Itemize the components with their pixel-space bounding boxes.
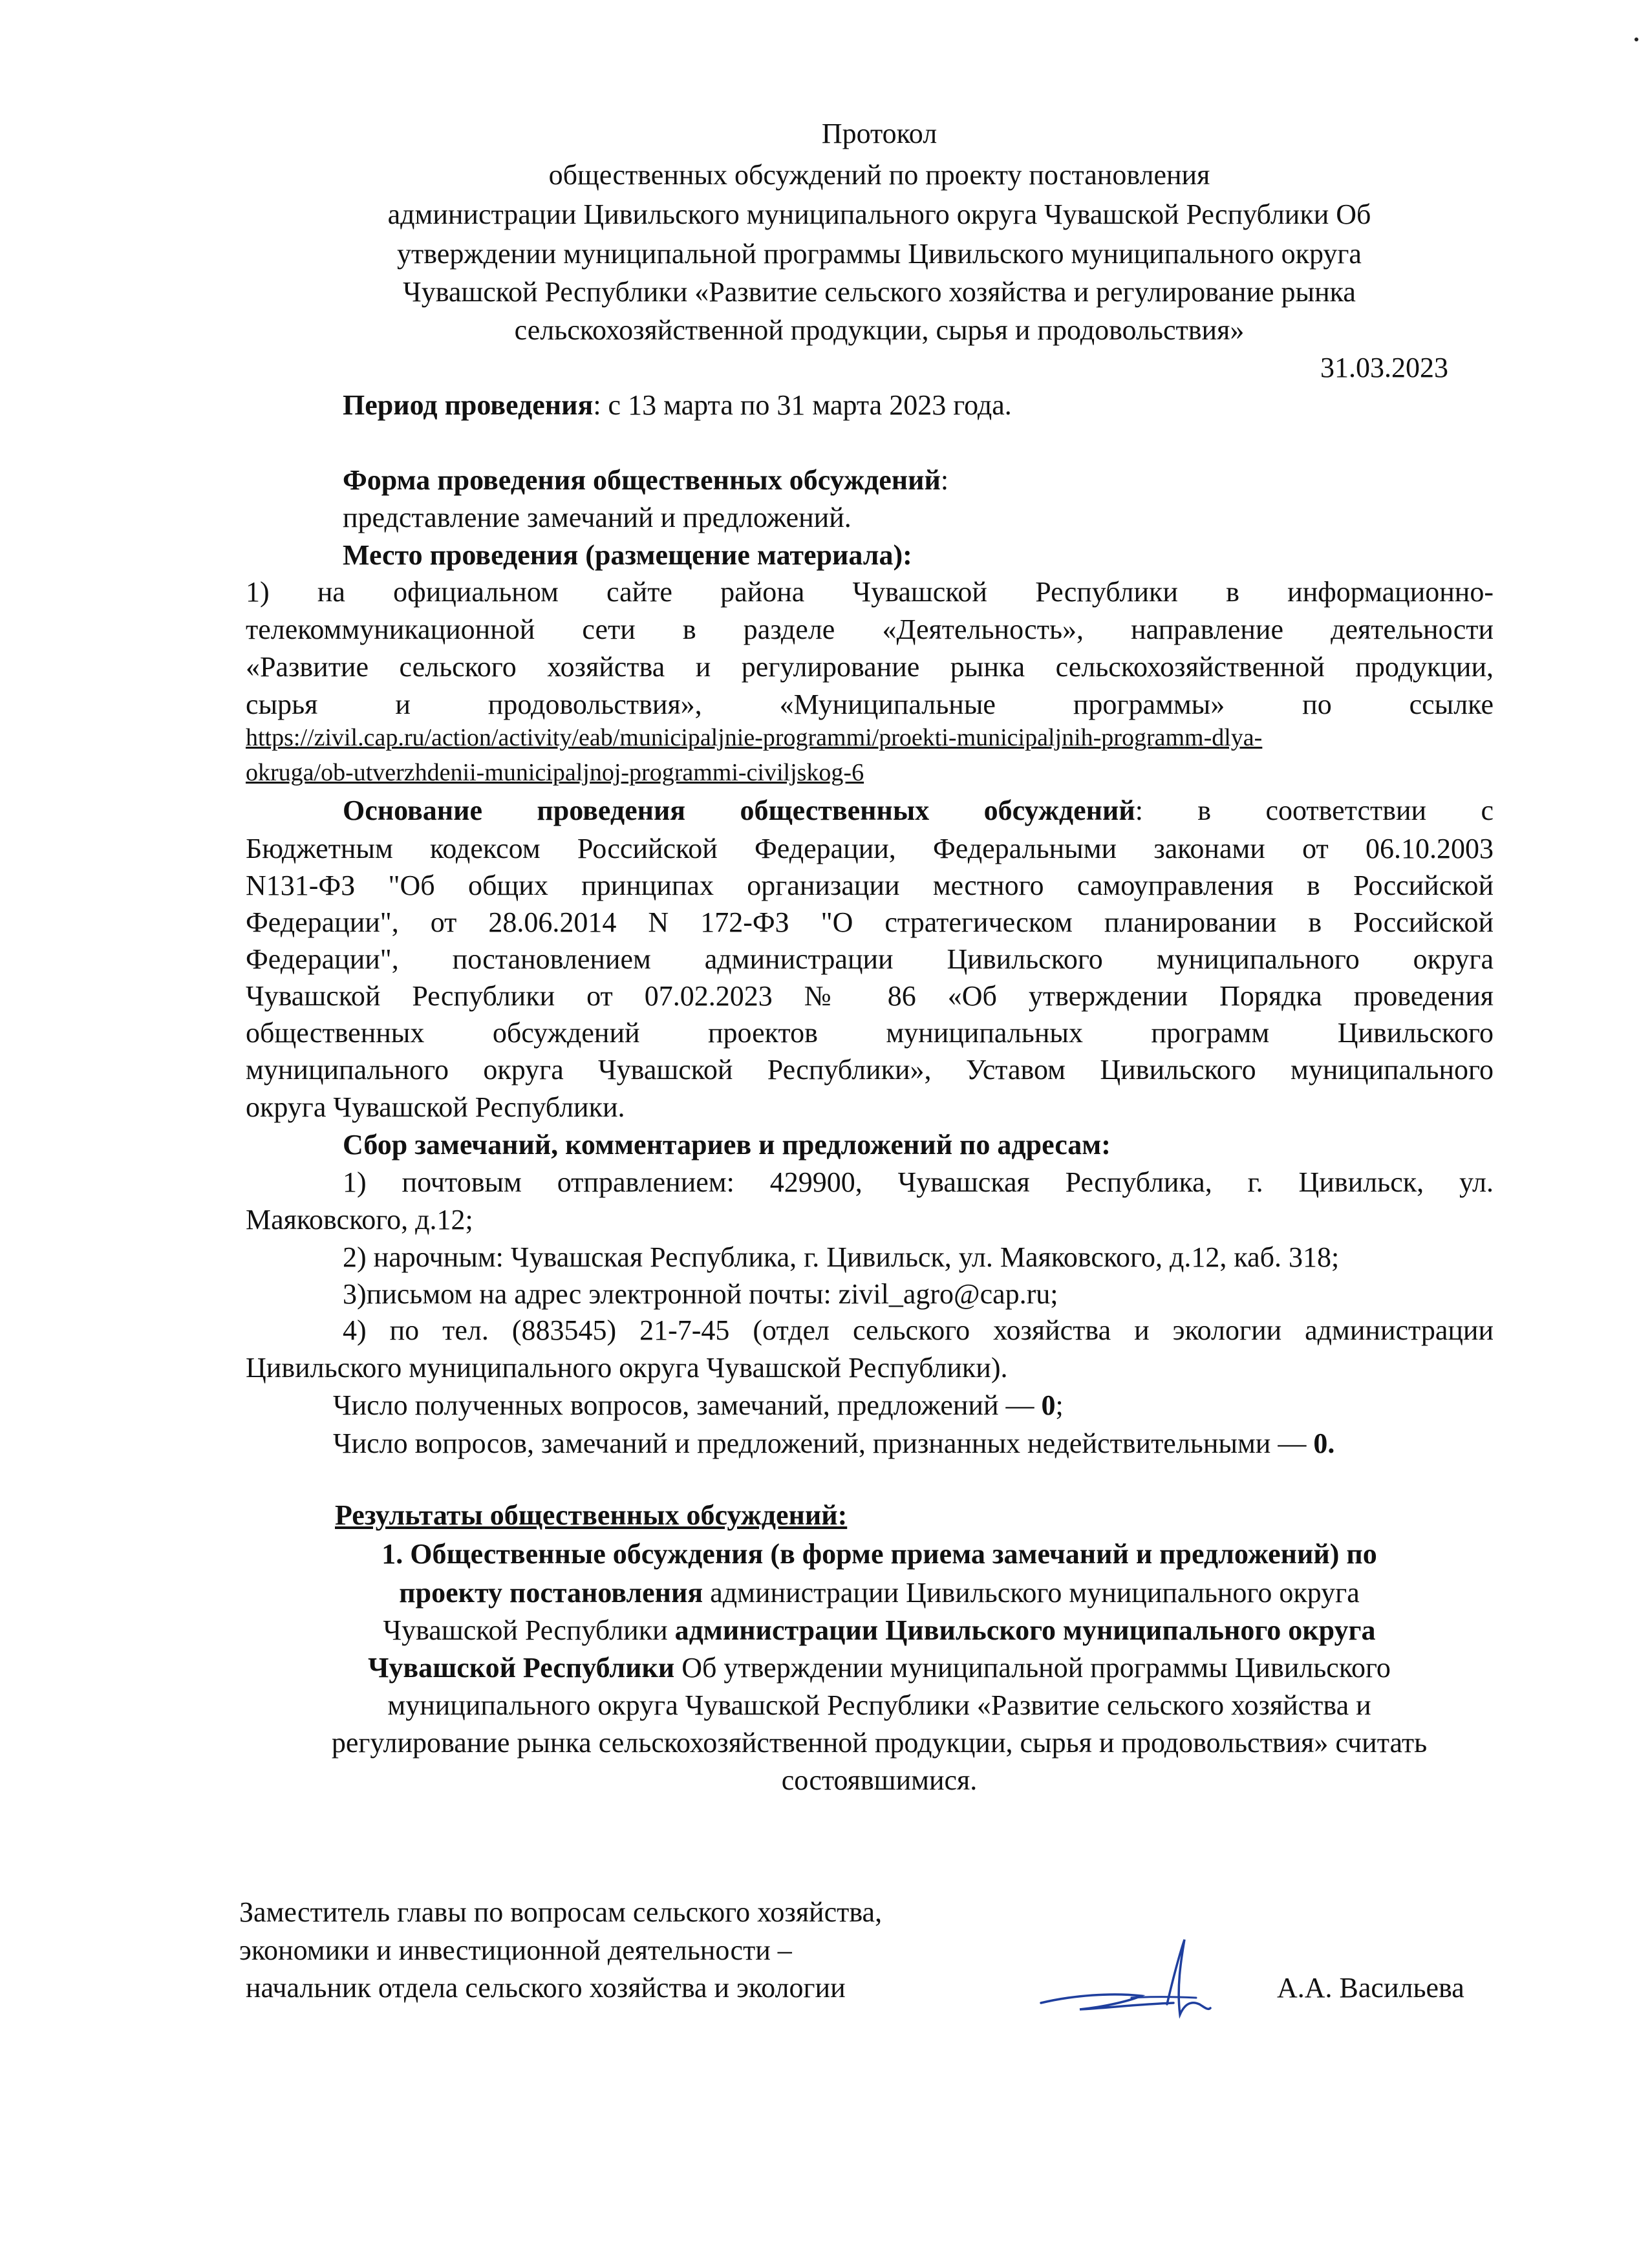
- results-line-1: 1. Общественные обсуждения (в форме приема замечаний и предложений) по: [381, 1538, 1377, 1570]
- basis-line-9: округа Чувашской Республики.: [246, 1091, 625, 1123]
- signer-position-2: экономики и инвестиционной деятельности –: [239, 1934, 792, 1966]
- results-line-3-text: Чувашской Республики: [383, 1614, 675, 1646]
- document-title: Протокол: [821, 118, 938, 149]
- basis-label: Основание проведения общественных обсуждений: [343, 795, 1135, 826]
- place-line-3: «Развитие сельского хозяйства и регулирование рынка сельскохозяйственной продукции,: [246, 651, 1494, 683]
- count-received-end: ;: [1055, 1389, 1064, 1421]
- handwritten-signature: [1034, 1933, 1228, 2024]
- count-invalid: [333, 1424, 1334, 1463]
- form-text: представление замечаний и предложений.: [343, 502, 852, 533]
- results-line-2-bold: проекту постановления: [399, 1577, 703, 1609]
- collection-item-4: 4) по тел. (883545) 21-7-45 (отдел сельского хозяйства и экологии администрации: [343, 1314, 1494, 1346]
- place-line-4: сырья и продовольствия», «Муниципальные программы» по ссылке: [246, 689, 1494, 720]
- title-line-3: утверждении муниципальной программы Цивильского муниципального округа: [397, 238, 1362, 270]
- title-line-5: сельскохозяйственной продукции, сырья и продовольствия»: [514, 314, 1245, 346]
- results-line-2: [246, 1574, 1513, 1612]
- signer-name: А.А. Васильева: [1277, 1972, 1464, 2004]
- signer-position-1: Заместитель главы по вопросам сельского хозяйства,: [239, 1896, 883, 1928]
- collection-item-4-cont: Цивильского муниципального округа Чувашской Республики).: [246, 1352, 1008, 1384]
- title-line-4: Чувашской Республики «Развитие сельского хозяйства и регулирование рынка: [403, 276, 1356, 308]
- count-received-text: Число полученных вопросов, замечаний, предложений —: [333, 1389, 1042, 1421]
- signer-position-3: начальник отдела сельского хозяйства и экологии: [246, 1972, 846, 2004]
- place-label: Место проведения (размещение материала):: [343, 539, 912, 571]
- basis-line-1: [343, 792, 1494, 829]
- period-text: : с 13 марта по 31 марта 2023 года.: [593, 389, 1012, 421]
- collection-item-1: 1) почтовым отправлением: 429900, Чувашская Республика, г. Цивильск, ул.: [343, 1166, 1494, 1198]
- results-line-4-bold: Чувашской Республики: [368, 1652, 675, 1684]
- place-line-1: 1) на официальном сайте района Чувашской Республики в информационно-: [246, 576, 1494, 608]
- results-line-3: [246, 1611, 1513, 1650]
- results-line-2-text: администрации Цивильского муниципального округа: [703, 1577, 1360, 1609]
- form-line: [343, 461, 948, 500]
- program-link[interactable]: https://zivil.cap.ru/action/activity/eab/municipaljnie-programmi/proekti-municipaljnih-programm-dlya-: [246, 724, 1263, 751]
- form-colon: :: [940, 464, 949, 496]
- results-line-4: [246, 1649, 1513, 1687]
- form-label: Форма проведения общественных обсуждений: [343, 464, 941, 496]
- collection-item-2: 2) нарочным: Чувашская Республика, г. Цивильск, ул. Маяковского, д.12, каб. 318;: [343, 1241, 1340, 1273]
- program-link-line-1[interactable]: [246, 720, 1262, 755]
- document-date: 31.03.2023: [1320, 352, 1448, 383]
- collection-item-1-cont: Маяковского, д.12;: [246, 1204, 473, 1236]
- results-line-7: состоявшимися.: [781, 1764, 978, 1796]
- program-link-continued[interactable]: okruga/ob-utverzhdenii-municipaljnoj-programmi-civiljskog-6: [246, 759, 864, 786]
- basis-line-4: Федерации", от 28.06.2014 N 172-ФЗ "О стратегическом планировании в Российской: [246, 906, 1494, 938]
- basis-line-7: общественных обсуждений проектов муниципальных программ Цивильского: [246, 1017, 1494, 1049]
- results-line-3-bold: администрации Цивильского муниципального округа: [674, 1614, 1376, 1646]
- program-link-line-2[interactable]: [246, 755, 864, 790]
- title-line-1: общественных обсуждений по проекту постановления: [548, 159, 1210, 191]
- collection-item-3: 3)письмом на адрес электронной почты: zivil_agro@cap.ru;: [343, 1278, 1058, 1310]
- basis-line-2: Бюджетным кодексом Российской Федерации, Федеральными законами от 06.10.2003: [246, 833, 1494, 864]
- count-invalid-text: Число вопросов, замечаний и предложений, признанных недействительными —: [333, 1428, 1314, 1459]
- basis-line-5: Федерации", постановлением администрации Цивильского муниципального округа: [246, 943, 1494, 975]
- results-line-5: муниципального округа Чувашской Республики «Развитие сельского хозяйства и: [387, 1689, 1371, 1721]
- count-received: [333, 1386, 1064, 1425]
- count-invalid-value: 0.: [1313, 1428, 1335, 1459]
- place-line-2: телекоммуникационной сети в разделе «Деятельность», направление деятельности: [246, 614, 1494, 645]
- results-line-4-text: Об утверждении муниципальной программы Цивильского: [674, 1652, 1391, 1684]
- basis-line-8: муниципального округа Чувашской Республики», Уставом Цивильского муниципального: [246, 1054, 1494, 1086]
- results-line-6: регулирование рынка сельскохозяйственной продукции, сырья и продовольствия» считать: [331, 1727, 1428, 1759]
- title-line-2: администрации Цивильского муниципального округа Чувашской Республики Об: [387, 198, 1371, 230]
- scan-speck: [1634, 37, 1638, 41]
- basis-line-3: N131-ФЗ "Об общих принципах организации местного самоуправления в Российской: [246, 870, 1494, 901]
- count-received-value: 0: [1041, 1389, 1056, 1421]
- basis-line-6: Чувашской Республики от 07.02.2023 № 86 «Об утверждении Порядка проведения: [246, 980, 1494, 1012]
- results-heading: Результаты общественных обсуждений:: [335, 1499, 848, 1531]
- collection-label: Сбор замечаний, комментариев и предложений по адресам:: [343, 1129, 1111, 1161]
- period-label: Период проведения: [343, 389, 594, 421]
- basis-text: : в соответствии с: [1135, 795, 1494, 826]
- period-line: [343, 386, 1012, 425]
